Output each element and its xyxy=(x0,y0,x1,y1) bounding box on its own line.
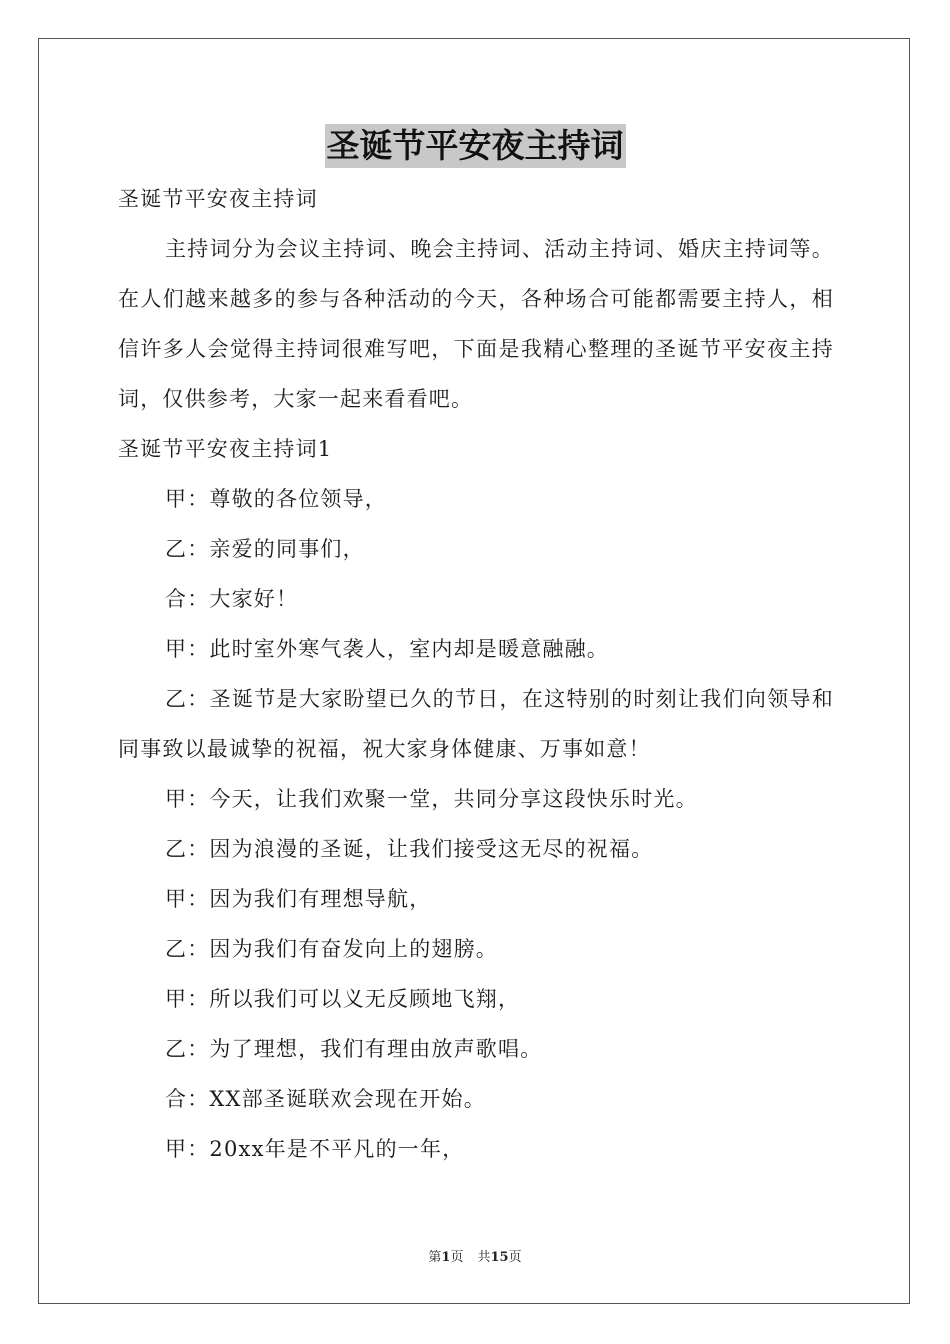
page-prefix: 第 xyxy=(428,1250,442,1265)
paragraph: 圣诞节平安夜主持词 xyxy=(118,187,318,211)
paragraph: 甲：20xx年是不平凡的一年， xyxy=(165,1137,465,1161)
paragraph: 甲：今天，让我们欢聚一堂，共同分享这段快乐时光。 xyxy=(165,787,698,811)
page-number: 1 xyxy=(441,1250,451,1265)
title-container xyxy=(0,124,950,168)
paragraph: 甲：尊敬的各位领导， xyxy=(165,487,387,511)
paragraph: 乙：为了理想，我们有理由放声歌唱。 xyxy=(165,1037,543,1061)
total-suffix: 页 xyxy=(508,1250,522,1265)
paragraph: 甲：因为我们有理想导航， xyxy=(165,887,432,911)
paragraph: 乙：因为我们有奋发向上的翅膀。 xyxy=(165,937,498,961)
paragraph: 合：XX部圣诞联欢会现在开始。 xyxy=(165,1087,486,1111)
paragraph: 合：大家好！ xyxy=(165,587,299,611)
total-pages: 15 xyxy=(490,1250,509,1265)
paragraph: 主持词分为会议主持词、晚会主持词、活动主持词、婚庆主持词等。在人们越来越多的参与各种活动的今天，各种场合可能都需要主持人，相信许多人会觉得主持词很难写吧，下面是我精心整理的圣诞节平安夜主持词，仅供参考，大家一起来看看吧。 xyxy=(118,237,834,411)
document-body xyxy=(118,174,834,1174)
paragraph: 圣诞节平安夜主持词1 xyxy=(118,437,333,461)
paragraph: 乙：因为浪漫的圣诞，让我们接受这无尽的祝福。 xyxy=(165,837,654,861)
document-title: 圣诞节平安夜主持词 xyxy=(325,124,626,168)
total-prefix: 共 xyxy=(477,1250,491,1265)
paragraph: 甲：所以我们可以义无反顾地飞翔， xyxy=(165,987,521,1011)
paragraph: 乙：亲爱的同事们， xyxy=(165,537,365,561)
paragraph: 乙：圣诞节是大家盼望已久的节日，在这特别的时刻让我们向领导和同事致以最诚挚的祝福，祝大家身体健康、万事如意！ xyxy=(118,687,834,761)
page-suffix: 页 xyxy=(450,1250,464,1265)
page-footer xyxy=(0,1246,950,1265)
paragraph: 甲：此时室外寒气袭人，室内却是暖意融融。 xyxy=(165,637,609,661)
